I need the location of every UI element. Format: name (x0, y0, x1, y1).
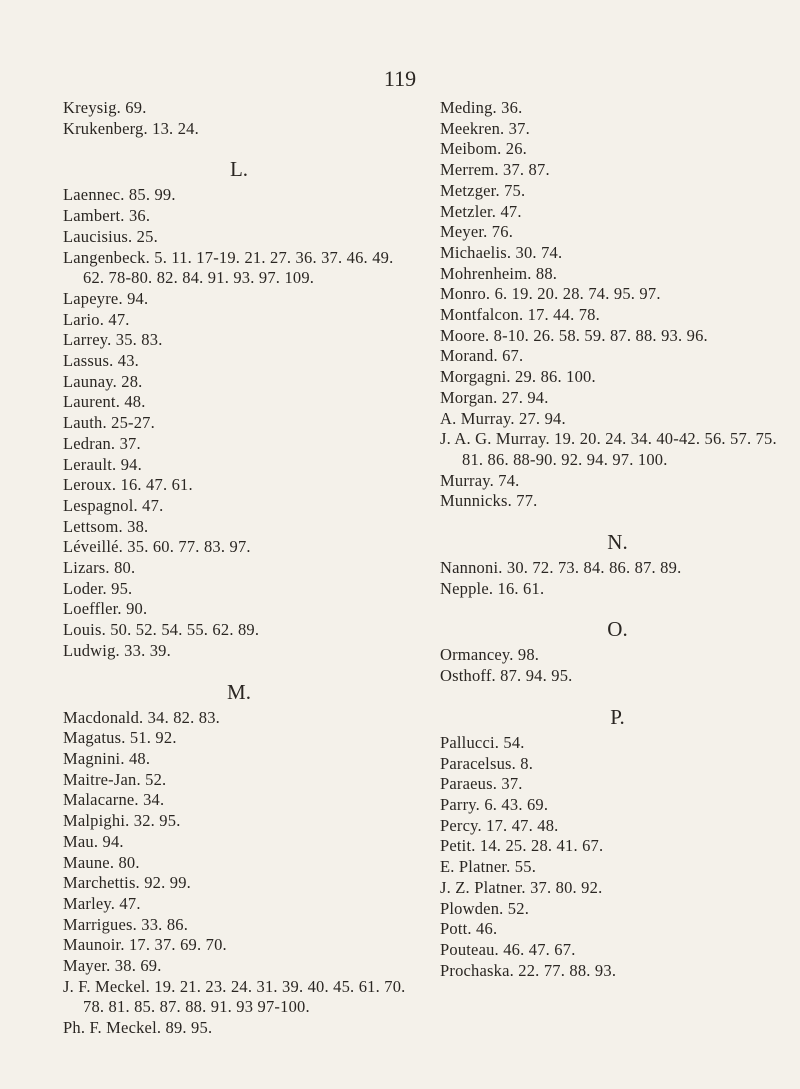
index-entry: Percy. 17. 47. 48. (440, 815, 559, 835)
index-entry: Lettsom. 38. (63, 516, 149, 536)
index-section (63, 98, 415, 139)
index-entry: Merrem. 37. 87. (440, 160, 550, 180)
index-entry: Munnicks. 77. (440, 491, 538, 511)
page-number: 119 (383, 66, 417, 91)
index-entry: Meekren. 37. (440, 118, 530, 138)
index-entry: Moore. 8-10. 26. 58. 59. 87. 88. 93. 96. (440, 325, 708, 345)
section-letter-heading: L. (229, 157, 249, 182)
index-entry: Prochaska. 22. 77. 88. 93. (440, 960, 617, 980)
index-entry: Lassus. 43. (63, 351, 139, 371)
index-entry: J. A. G. Murray. 19. 20. 24. 34. 40-42. 56. 57. 75. 81. 86. 88-90. 92. 94. 97. 100. (440, 429, 777, 469)
index-entry: Magatus. 51. 92. (63, 728, 177, 748)
index-entry: Krukenberg. 13. 24. (63, 118, 199, 138)
section-letter-heading: M. (227, 679, 251, 704)
section-letter-heading: N. (607, 530, 628, 555)
index-entry: Malacarne. 34. (63, 790, 165, 810)
index-entry: Paraeus. 37. (440, 774, 523, 794)
section-letter-heading: P. (610, 704, 625, 729)
index-entry: Metzler. 47. (440, 201, 522, 221)
index-entry: Laurent. 48. (63, 392, 146, 412)
index-entry: Ledran. 37. (63, 433, 141, 453)
index-entry: Larrey. 35. 83. (63, 330, 163, 350)
index-entry: Nepple. 16. 61. (440, 578, 545, 598)
section-letter-heading: O. (607, 617, 628, 642)
index-entry: Laennec. 85. 99. (63, 185, 176, 205)
index-entry: Loeffler. 90. (63, 599, 148, 619)
index-entry: Pallucci. 54. (440, 732, 525, 752)
index-entry: Plowden. 52. (440, 898, 530, 918)
index-section (63, 155, 415, 661)
index-entry: Monro. 6. 19. 20. 28. 74. 95. 97. (440, 284, 661, 304)
index-section (440, 98, 795, 512)
index-column-left (63, 98, 415, 1039)
index-entry: Parry. 6. 43. 69. (440, 794, 549, 814)
index-section (63, 678, 415, 1039)
index-entry: Lizars. 80. (63, 558, 136, 578)
index-entry: Langenbeck. 5. 11. 17-19. 21. 27. 36. 37. 46. 49. 62. 78-80. 82. 84. 91. 93. 97. 109. (63, 247, 394, 288)
index-entry: Mohrenheim. 88. (440, 263, 558, 283)
index-section (440, 703, 795, 981)
index-entry: Nannoni. 30. 72. 73. 84. 86. 87. 89. (440, 558, 682, 578)
index-entry: Magnini. 48. (63, 748, 151, 768)
index-entry: Murray. 74. (440, 470, 520, 490)
index-entry: Michaelis. 30. 74. (440, 242, 563, 262)
index-column-right (440, 98, 795, 981)
index-entry: Ludwig. 33. 39. (63, 640, 171, 660)
index-entry: Pouteau. 46. 47. 67. (440, 939, 576, 959)
index-entry: Maunoir. 17. 37. 69. 70. (63, 935, 227, 955)
index-entry: Laucisius. 25. (63, 226, 158, 246)
index-entry: Maitre-Jan. 52. (63, 769, 167, 789)
index-entry: Meding. 36. (440, 98, 523, 117)
index-entry: Macdonald. 34. 82. 83. (63, 707, 221, 727)
index-section (440, 615, 795, 686)
index-entry: Morgagni. 29. 86. 100. (440, 367, 596, 387)
index-entry: E. Platner. 55. (440, 857, 537, 877)
index-entry: J. Z. Platner. 37. 80. 92. (440, 877, 603, 897)
index-entry: J. F. Meckel. 19. 21. 23. 24. 31. 39. 40. 45. 61. 70. 78. 81. 85. 87. 88. 91. 93 97-100. (63, 976, 406, 1017)
index-entry: Loder. 95. (63, 578, 133, 598)
index-entry: Marchettis. 92. 99. (63, 873, 191, 893)
index-entry: Louis. 50. 52. 54. 55. 62. 89. (63, 620, 260, 640)
index-entry: Lario. 47. (63, 309, 130, 329)
index-entry: Leroux. 16. 47. 61. (63, 475, 193, 495)
index-entry: Lerault. 94. (63, 454, 142, 474)
index-entry: Marley. 47. (63, 893, 141, 913)
index-entry: Lespagnol. 47. (63, 495, 164, 515)
index-entry: Lauth. 25-27. (63, 413, 155, 433)
index-entry: Pott. 46. (440, 919, 498, 939)
index-entry: Malpighi. 32. 95. (63, 811, 181, 831)
index-entry: Morgan. 27. 94. (440, 387, 549, 407)
index-entry: Lambert. 36. (63, 206, 151, 226)
index-entry: Meyer. 76. (440, 222, 514, 242)
index-entry: Maune. 80. (63, 852, 140, 872)
index-entry: Ph. F. Meckel. 89. 95. (63, 1018, 213, 1038)
index-entry: Morand. 67. (440, 346, 524, 366)
index-entry: Launay. 28. (63, 371, 143, 391)
index-entry: Marrigues. 33. 86. (63, 914, 189, 934)
index-entry: Mayer. 38. 69. (63, 956, 162, 976)
index-entry: A. Murray. 27. 94. (440, 408, 566, 428)
index-entry: Ormancey. 98. (440, 645, 540, 665)
index-entry: Léveillé. 35. 60. 77. 83. 97. (63, 537, 251, 557)
index-entry: Paracelsus. 8. (440, 753, 534, 773)
index-entry: Mau. 94. (63, 831, 124, 851)
index-entry: Lapeyre. 94. (63, 288, 149, 308)
index-section (440, 528, 795, 599)
index-entry: Montfalcon. 17. 44. 78. (440, 305, 600, 325)
index-entry: Petit. 14. 25. 28. 41. 67. (440, 836, 604, 856)
index-entry: Meibom. 26. (440, 139, 527, 159)
index-entry: Osthoff. 87. 94. 95. (440, 666, 573, 686)
index-entry: Metzger. 75. (440, 180, 526, 200)
index-entry: Kreysig. 69. (63, 98, 147, 117)
